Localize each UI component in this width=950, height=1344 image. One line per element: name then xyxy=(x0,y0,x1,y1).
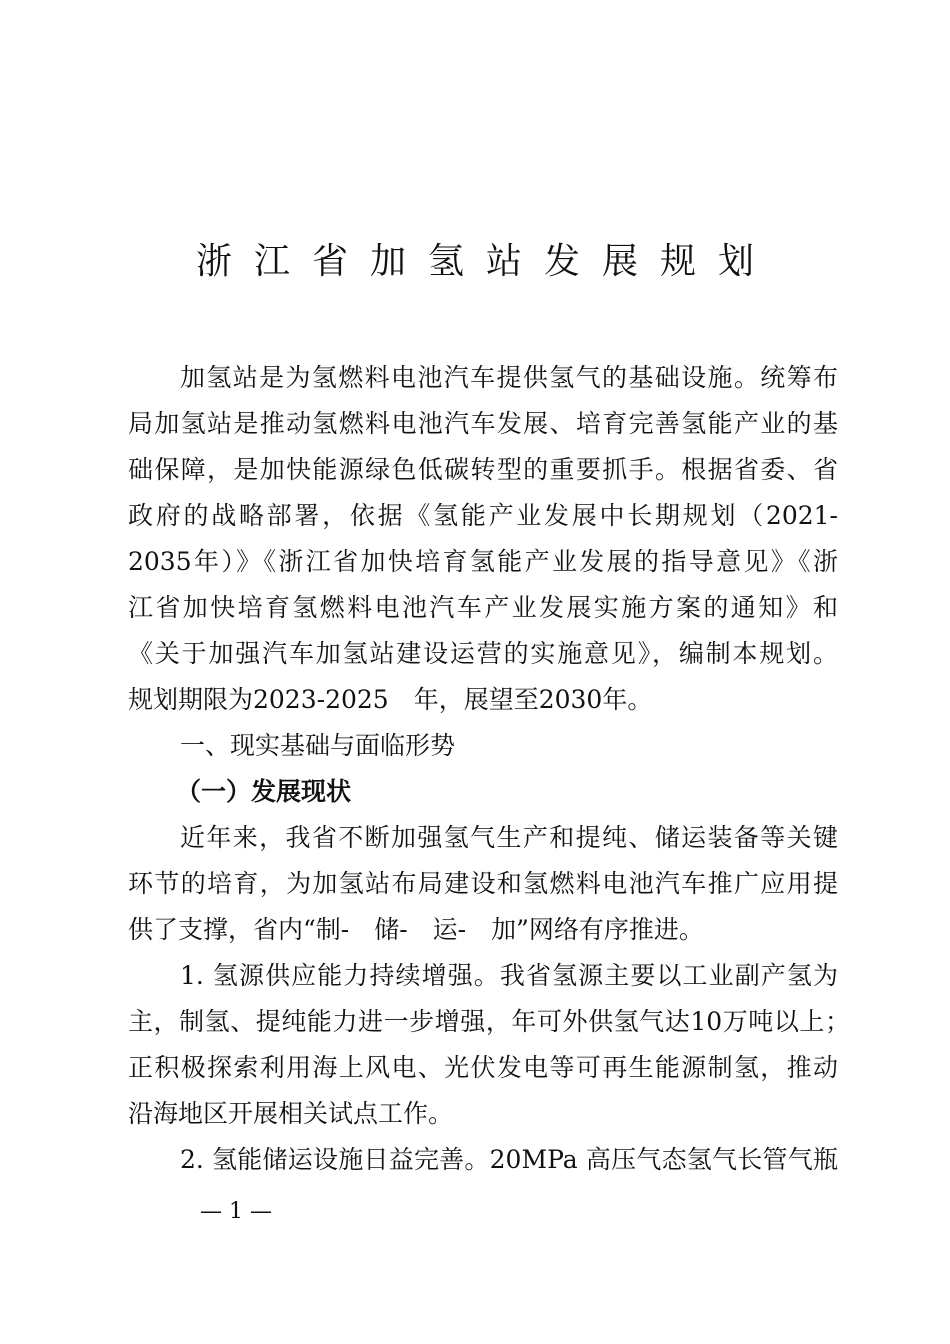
intro-line-5: 2035年）》《浙江省加快培育氢能产业发展的指导意见》《浙 xyxy=(128,547,838,576)
item1-line-4: 沿海地区开展相关试点工作。 xyxy=(128,1099,454,1128)
intro-line-7: 《关于加强汽车加氢站建设运营的实施意见》，编制本规划。 xyxy=(128,639,838,668)
item1-line-3: 正积极探索利用海上风电、光伏发电等可再生能源制氢，推动 xyxy=(128,1053,838,1082)
status-line-1: 近年来，我省不断加强氢气生产和提纯、储运装备等关键 xyxy=(180,823,838,852)
item1-line-2: 主，制氢、提纯能力进一步增强，年可外供氢气达10万吨以上； xyxy=(128,1007,850,1036)
status-line-3: 供了支撑，省内“制- 储- 运- 加”网络有序推进。 xyxy=(128,915,704,944)
intro-line-1: 加氢站是为氢燃料电池汽车提供氢气的基础设施。统筹布 xyxy=(180,363,838,392)
document-title: 浙江省加氢站发展规划 xyxy=(195,241,776,282)
section-heading: 一、现实基础与面临形势 xyxy=(180,731,456,760)
subsection-heading: （一）发展现状 xyxy=(176,777,352,806)
page-number: — 1 — xyxy=(200,1199,272,1224)
item1-line-1: 1. 氢源供应能力持续增强。我省氢源主要以工业副产氢为 xyxy=(180,961,838,990)
intro-line-8: 规划期限为2023-2025 年，展望至2030年。 xyxy=(128,685,653,714)
intro-line-6: 江省加快培育氢燃料电池汽车产业发展实施方案的通知》和 xyxy=(128,593,838,622)
intro-line-3: 础保障，是加快能源绿色低碳转型的重要抓手。根据省委、省 xyxy=(128,455,838,484)
intro-line-2: 局加氢站是推动氢燃料电池汽车发展、培育完善氢能产业的基 xyxy=(128,409,838,438)
intro-line-4: 政府的战略部署，依据《氢能产业发展中长期规划（2021- xyxy=(128,501,838,530)
item2-line-1: 2. 氢能储运设施日益完善。20MPa 高压气态氢气长管气瓶 xyxy=(180,1145,838,1174)
status-line-2: 环节的培育，为加氢站布局建设和氢燃料电池汽车推广应用提 xyxy=(128,869,838,898)
